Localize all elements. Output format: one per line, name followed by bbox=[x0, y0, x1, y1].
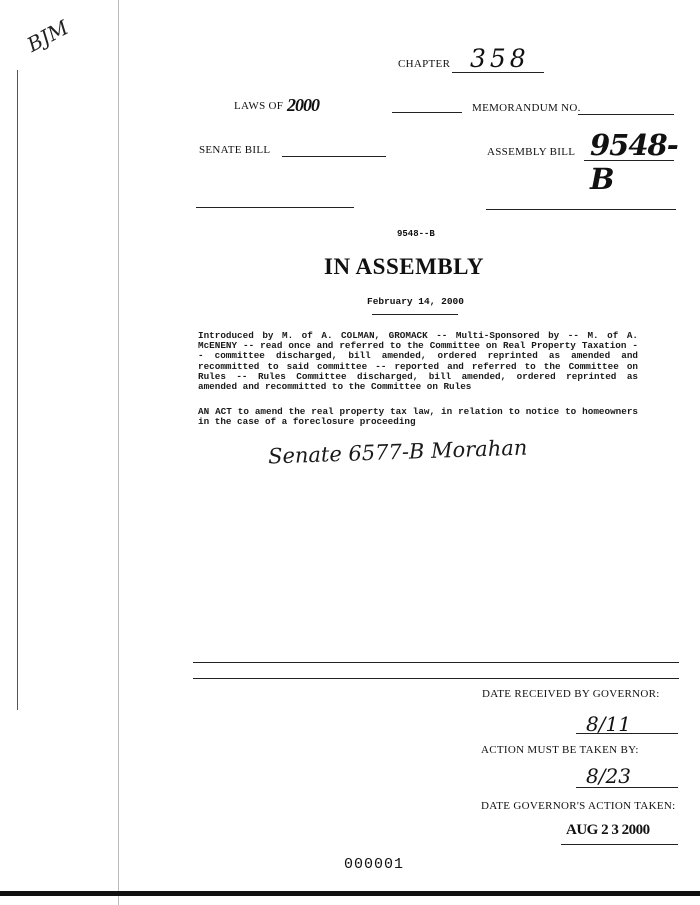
bill-number: 9548--B bbox=[397, 229, 435, 239]
act-text: to amend the real property tax law, in relation to notice to homeowners in the case of a foreclosure proceeding bbox=[198, 406, 638, 428]
action-by-label: ACTION MUST BE TAKEN BY: bbox=[481, 744, 639, 756]
bill-date: February 14, 2000 bbox=[367, 296, 464, 307]
assembly-bill-underline bbox=[584, 160, 674, 161]
act-paragraph bbox=[198, 407, 638, 427]
page-number: 000001 bbox=[344, 856, 405, 873]
introduction-text: Introduced by M. of A. COLMAN, GROMACK -- Multi-Sponsored by -- M. of A. McENENY -- read once and referred to the Committee on Real Property Taxation -- committee discharged, bill amended, ordered reprinted as amended and recommitted to said committee -- reported and referred to the Committee on Rules -- Rules Committee discharged, bill amended, ordered reprinted as amended and recommitted to the Committee on Rules bbox=[198, 330, 638, 393]
date-received-label: DATE RECEIVED BY GOVERNOR: bbox=[482, 688, 660, 700]
date-received-underline bbox=[576, 733, 678, 734]
bottom-border bbox=[0, 891, 700, 896]
laws-of-label: LAWS OF bbox=[234, 100, 284, 112]
action-by-underline bbox=[576, 787, 678, 788]
memorandum-blank bbox=[578, 114, 674, 115]
chapter-value: 358 bbox=[470, 44, 530, 73]
bill-heading: IN ASSEMBLY bbox=[324, 254, 484, 279]
margin-note: BJM bbox=[22, 15, 73, 57]
laws-of-value: 2000 bbox=[287, 95, 319, 115]
memorandum-label: MEMORANDUM NO. bbox=[472, 102, 581, 114]
action-by-value: 8/23 bbox=[586, 764, 631, 788]
date-underline bbox=[372, 314, 458, 315]
act-prefix: AN ACT bbox=[198, 406, 232, 417]
assembly-bill-label: ASSEMBLY BILL bbox=[487, 146, 576, 158]
senate-bill-blank bbox=[282, 156, 386, 157]
blank-line-right bbox=[486, 209, 676, 210]
date-received-value: 8/11 bbox=[586, 712, 631, 736]
action-taken-stamp: AUG 2 3 2000 bbox=[566, 822, 650, 838]
left-margin-rule-2 bbox=[118, 0, 119, 905]
senate-bill-label: SENATE BILL bbox=[199, 144, 271, 156]
chapter-underline bbox=[452, 72, 544, 73]
assembly-bill-value: 9548-B bbox=[590, 128, 678, 196]
left-margin-rule bbox=[17, 70, 18, 710]
separator-rule-1 bbox=[193, 662, 679, 663]
blank-line-left bbox=[196, 207, 354, 208]
separator-rule-2 bbox=[193, 678, 679, 679]
laws-of-blank bbox=[392, 112, 462, 113]
senate-note: Senate 6577-B Morahan bbox=[267, 435, 528, 469]
action-taken-underline bbox=[561, 844, 678, 845]
action-taken-label: DATE GOVERNOR'S ACTION TAKEN: bbox=[481, 800, 676, 812]
chapter-label: CHAPTER bbox=[398, 58, 451, 70]
